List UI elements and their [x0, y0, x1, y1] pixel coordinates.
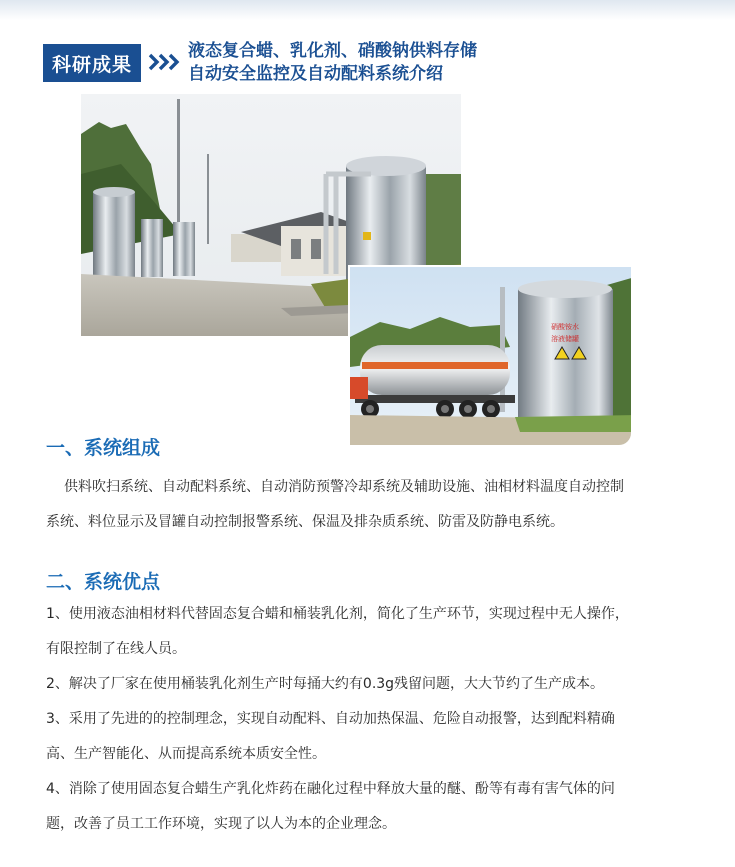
paragraph-line: 系统、料位显示及冒罐自动控制报警系统、保温及排杂质系统、防雷及防静电系统。 [46, 514, 564, 530]
paragraph-line: 题，改善了员工工作环境，实现了以人为本的企业理念。 [46, 816, 396, 832]
advantage-item-4 [46, 772, 696, 842]
advantage-item-3 [46, 702, 696, 772]
tanker-truck-photo [348, 265, 633, 447]
composition-paragraph [46, 470, 696, 540]
paragraph-line: 供料吹扫系统、自动配料系统、自动消防预警冷却系统及辅助设施、油相材料温度自动控制 [64, 479, 624, 495]
section-heading-advantages: 二、系统优点 [46, 571, 161, 593]
paragraph-line: 高、生产智能化、从而提高系统本质安全性。 [46, 746, 326, 762]
top-band [0, 0, 735, 20]
tank-signage-line-2: 溶液储罐 [551, 335, 579, 343]
paragraph-line: 有限控制了在线人员。 [46, 641, 186, 657]
paragraph-line: 4、消除了使用固态复合蜡生产乳化炸药在融化过程中释放大量的醚、酚等有毒有害气体的问 [46, 781, 615, 797]
title-line-1: 液态复合蜡、乳化剂、硝酸钠供料存储 [188, 41, 477, 61]
chevron-arrows-icon [147, 46, 183, 78]
paragraph-line: 2、解决了厂家在使用桶装乳化剂生产时每捅大约有0.3g残留问题，大大节约了生产成本。 [46, 676, 605, 692]
advantage-item-2 [46, 667, 696, 702]
title-line-2: 自动安全监控及自动配料系统介绍 [188, 64, 443, 84]
advantage-item-1 [46, 597, 696, 667]
section-heading-composition: 一、系统组成 [46, 437, 161, 459]
category-badge: 科研成果 [43, 44, 141, 82]
tank-signage-line-1: 硝酸铵水 [551, 323, 579, 331]
article-title [188, 40, 477, 86]
paragraph-line: 3、采用了先进的的控制理念，实现自动配料、自动加热保温、危险自动报警，达到配料精确 [46, 711, 615, 727]
paragraph-line: 1、使用液态油相材料代替固态复合蜡和桶装乳化剂，简化了生产环节，实现过程中无人操作， [46, 606, 629, 622]
